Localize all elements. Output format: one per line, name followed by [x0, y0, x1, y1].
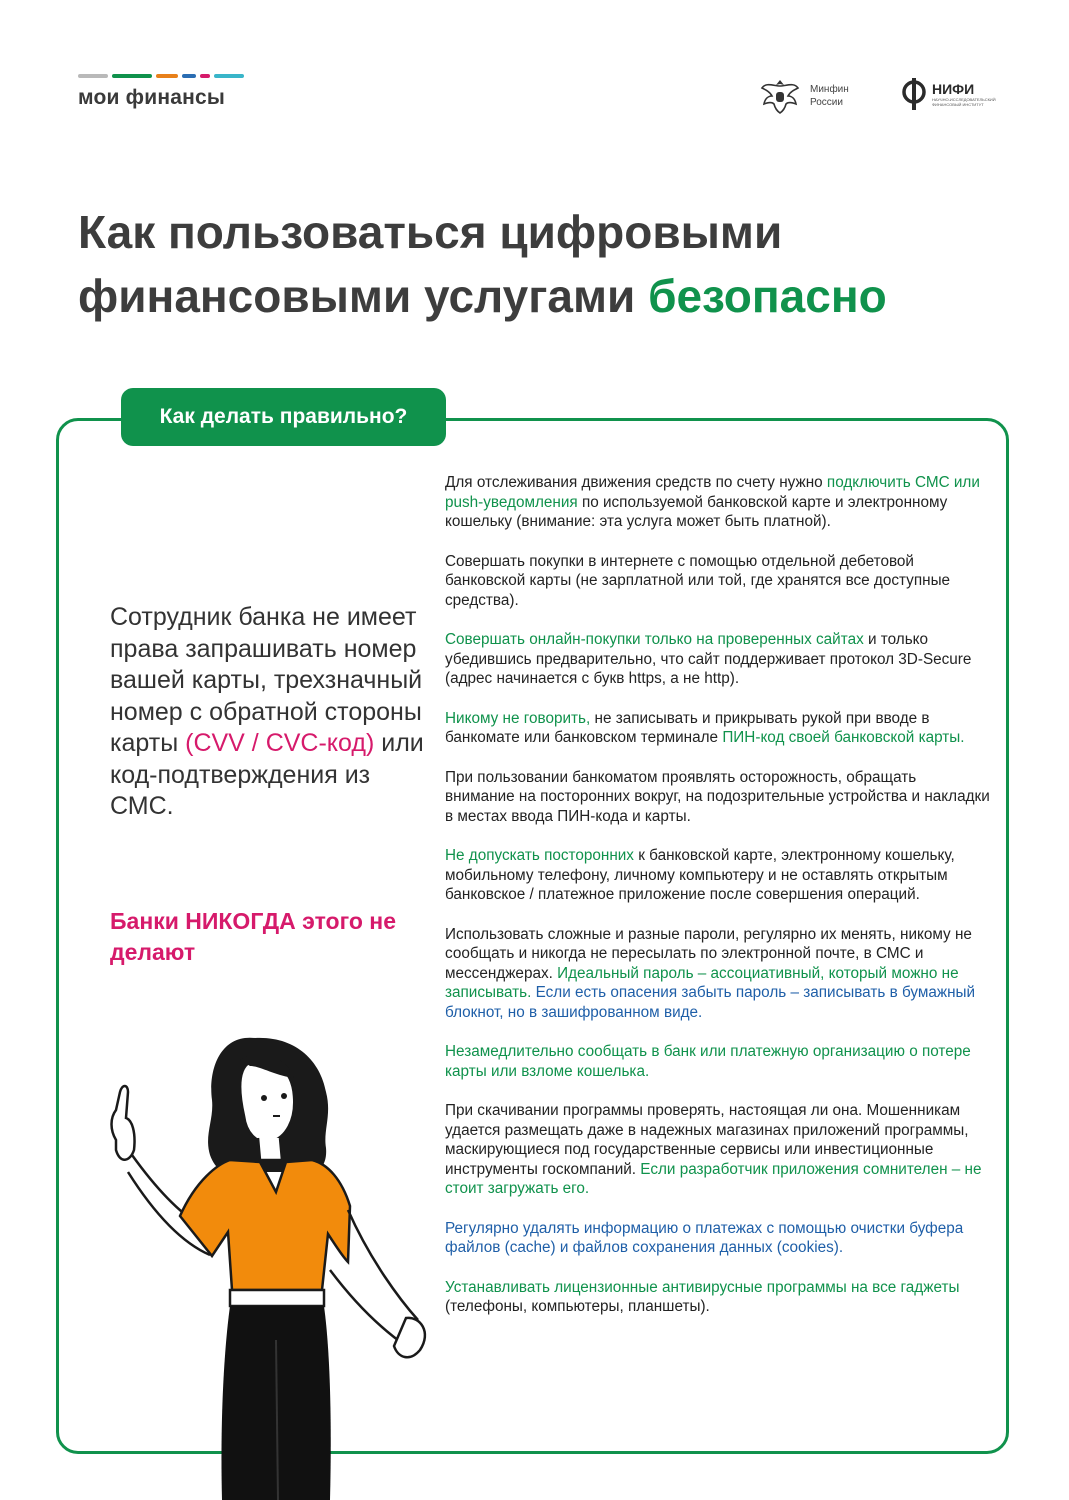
tip-text: к банковской карте, электронному кошельку, мобильному телефону, личному компьютеру и не оставлять открытым банковское / платежное приложение после совершения операций.: [445, 847, 955, 903]
tip-text: не записывать и прикрывать рукой при вводе в банкомате или банковском терминале: [445, 709, 930, 746]
tip-highlight: Не допускать посторонних: [445, 847, 634, 864]
tip-passwords: [445, 925, 990, 1023]
tip-text: Использовать сложные и разные пароли, регулярно их менять, никому не сообщать и никогда не пересылать по электронной почте, в СМС и мессенджерах.: [445, 925, 972, 982]
notice-text-part2: или код-подтверждения из СМС.: [110, 729, 424, 820]
tip-highlight: подключить СМС или push-уведомления: [445, 474, 980, 511]
nifi-logo: [900, 76, 1022, 112]
minfin-label: [810, 83, 870, 109]
tip-highlight: ПИН-код своей банковской карты.: [722, 729, 965, 746]
tip-highlight: Никому не говорить,: [445, 709, 591, 727]
tip-highlight-blue: Если есть опасения забыть пароль – записывать в бумажный блокнот, но в зашифрованном виде.: [445, 984, 976, 1021]
nifi-subtitle: НАУЧНО-ИССЛЕДОВАТЕЛЬСКИЙ ФИНАНСОВЫЙ ИНСТИТУТ: [932, 96, 996, 107]
tip-pin-code: [445, 709, 990, 748]
brand-color-bars: [78, 74, 244, 78]
banks-never-warning: Банки НИКОГДА этого не делают: [110, 908, 396, 965]
bar-orange: [156, 74, 178, 78]
tip-antivirus: [445, 1278, 990, 1317]
tips-list: [445, 473, 990, 1337]
tip-highlight: Совершать онлайн-покупки только на проверенных сайтах: [445, 631, 864, 648]
tip-atm-caution: При пользовании банкоматом проявлять осторожность, обращать внимание на посторонних вокруг, на подозрительные устройства и накладки в местах ввода ПИН-кода и карты.: [445, 768, 990, 825]
minfin-label-line2: России: [810, 97, 843, 108]
page-title: [78, 200, 887, 328]
tip-text: (телефоны, компьютеры, планшеты).: [445, 1298, 710, 1315]
tip-separate-card: Совершать покупки в интернете с помощью отдельной дебетовой банковской карты (не зарплатной или той, где хранятся все доступные средства).: [445, 552, 951, 609]
notice-cvv-highlight: (CVV / CVC-код): [185, 729, 375, 757]
tip-text: Для отслеживания движения средств по счету нужно: [445, 474, 827, 491]
tip-report-loss: Незамедлительно сообщать в банк или платежную организацию о потере карты или взломе кошелька.: [445, 1043, 971, 1080]
title-line1: Как пользоваться цифровыми: [78, 206, 783, 258]
eagle-emblem-icon: [760, 76, 800, 116]
bar-pink: [200, 74, 210, 78]
tip-text: При скачивании программы проверять, настоящая ли она. Мошенникам удается размещать даже в надежных магазинах приложений программы, маскирующиеся под государственные сервисы или инвестиционные инструменты госкомпаний.: [445, 1102, 969, 1178]
minfin-logo: [760, 76, 870, 116]
bar-blue: [182, 74, 196, 78]
tip-no-strangers: [445, 846, 990, 905]
tip-highlight: Идеальный пароль – ассоциативный, который можно не записывать.: [445, 964, 959, 1001]
brand-name: мои финансы: [78, 86, 225, 109]
nifi-name: НИФИ: [932, 80, 975, 97]
tip-text: по используемой банковской карте и электронному кошельку (внимание: эта услуга может быть платной).: [445, 493, 948, 530]
tip-highlight: Устанавливать лицензионные антивирусные программы на все гаджеты: [445, 1278, 960, 1296]
title-line2: финансовыми услугами: [78, 270, 649, 322]
bank-employee-notice: [110, 602, 430, 823]
nifi-phi-icon: [900, 76, 928, 112]
tip-notifications: [445, 473, 990, 532]
nifi-text: [932, 82, 1022, 107]
woman-illustration: [80, 1020, 440, 1500]
tip-highlight: Если разработчик приложения сомнителен – не стоит загружать его.: [445, 1160, 982, 1197]
tip-check-apps: [445, 1101, 990, 1199]
title-accent: безопасно: [648, 270, 887, 322]
bar-cyan: [214, 74, 244, 78]
tip-verified-sites: [445, 630, 990, 689]
bar-green: [112, 74, 152, 78]
tip-text: и только убедившись предварительно, что сайт поддерживает протокол 3D-Secure (адрес начинается с букв https, а не http).: [445, 631, 972, 687]
tip-clear-cache: Регулярно удалять информацию о платежах с помощью очистки буфера файлов (cache) и файлов сохранения данных (cookies).: [445, 1219, 964, 1256]
section-badge: Как делать правильно?: [121, 388, 446, 446]
bar-gray: [78, 74, 108, 78]
notice-text-part1: Сотрудник банка не имеет права запрашивать номер вашей карты, трехзначный номер с обратной стороны карты: [110, 603, 423, 757]
minfin-label-line1: Минфин: [810, 84, 849, 95]
